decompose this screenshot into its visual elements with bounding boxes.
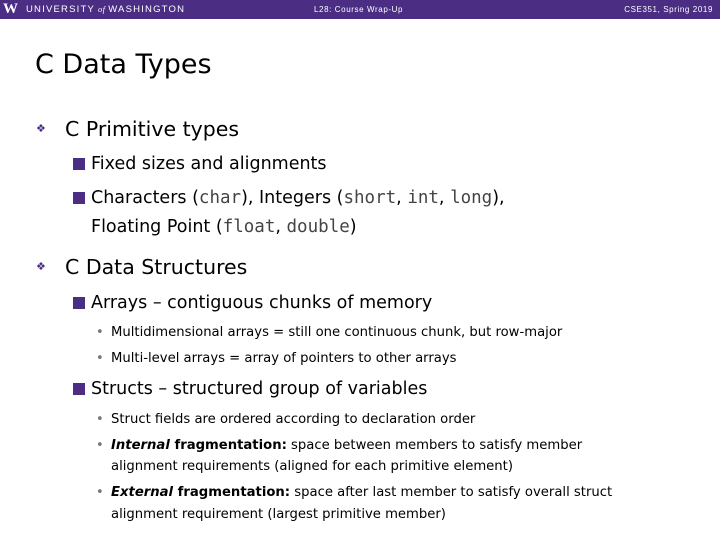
- university-wordmark: [26, 4, 185, 15]
- dot-bullet-icon: •: [96, 485, 104, 500]
- dot-bullet-icon: •: [96, 325, 104, 340]
- structs-item: Structs – structured group of variables: [91, 379, 428, 399]
- internal-label: Internal: [111, 438, 170, 453]
- data-structures-heading: C Data Structures: [65, 255, 248, 279]
- text-segment: ,: [275, 217, 287, 237]
- dot-bullet-icon: •: [96, 412, 104, 427]
- code-float: float: [222, 217, 276, 237]
- text-segment: ), Integers (: [241, 188, 344, 208]
- square-bullet-icon: [73, 158, 85, 170]
- text-segment: Floating Point (: [91, 217, 223, 237]
- text-segment: ),: [492, 188, 505, 208]
- wordmark-washington: WASHINGTON: [108, 4, 186, 15]
- wordmark-of: of: [98, 4, 106, 14]
- square-bullet-icon: [73, 383, 85, 395]
- text-segment: ,: [396, 188, 408, 208]
- lecture-title: L28: Course Wrap-Up: [314, 5, 404, 14]
- multilevel-arrays-item: Multi-level arrays = array of pointers to other arrays: [111, 351, 457, 366]
- internal-fragmentation-item: [111, 435, 582, 456]
- internal-fragmentation-line2: alignment requirements (aligned for each primitive element): [111, 459, 513, 474]
- text-segment: Characters (: [91, 188, 199, 208]
- fragmentation-label: fragmentation:: [169, 438, 287, 453]
- code-double: double: [286, 217, 350, 237]
- arrays-item: Arrays – contiguous chunks of memory: [91, 293, 433, 313]
- fragmentation-label: fragmentation:: [173, 485, 291, 500]
- fixed-sizes-item: Fixed sizes and alignments: [91, 154, 327, 174]
- struct-fields-item: Struct fields are ordered according to declaration order: [111, 412, 476, 427]
- text-segment: ): [349, 217, 357, 237]
- wordmark-university: UNIVERSITY: [26, 4, 96, 15]
- header-bar: [0, 0, 720, 19]
- code-char: char: [198, 188, 242, 208]
- code-long: long: [450, 188, 493, 208]
- course-label: CSE351, Spring 2019: [624, 5, 713, 14]
- square-bullet-icon: [73, 297, 85, 309]
- square-bullet-icon: [73, 192, 85, 204]
- text-segment: space between members to satisfy member: [286, 438, 583, 453]
- multidimensional-arrays-item: Multidimensional arrays = still one continuous chunk, but row-major: [111, 325, 563, 340]
- floating-point-item: [91, 213, 357, 242]
- code-short: short: [343, 188, 397, 208]
- code-int: int: [407, 188, 439, 208]
- characters-integers-item: [91, 184, 505, 213]
- text-segment: space after last member to satisfy overall struct: [290, 485, 613, 500]
- external-fragmentation-line2: alignment requirement (largest primitive member): [111, 507, 446, 522]
- diamond-bullet-icon: ❖: [36, 260, 46, 273]
- text-segment: ,: [438, 188, 451, 208]
- dot-bullet-icon: •: [96, 438, 104, 453]
- diamond-bullet-icon: ❖: [36, 122, 46, 135]
- dot-bullet-icon: •: [96, 351, 104, 366]
- page-title: C Data Types: [35, 49, 212, 80]
- uw-logo-icon: W: [3, 1, 18, 17]
- external-fragmentation-item: [111, 482, 612, 503]
- primitive-types-heading: C Primitive types: [65, 117, 240, 141]
- external-label: External: [111, 485, 174, 500]
